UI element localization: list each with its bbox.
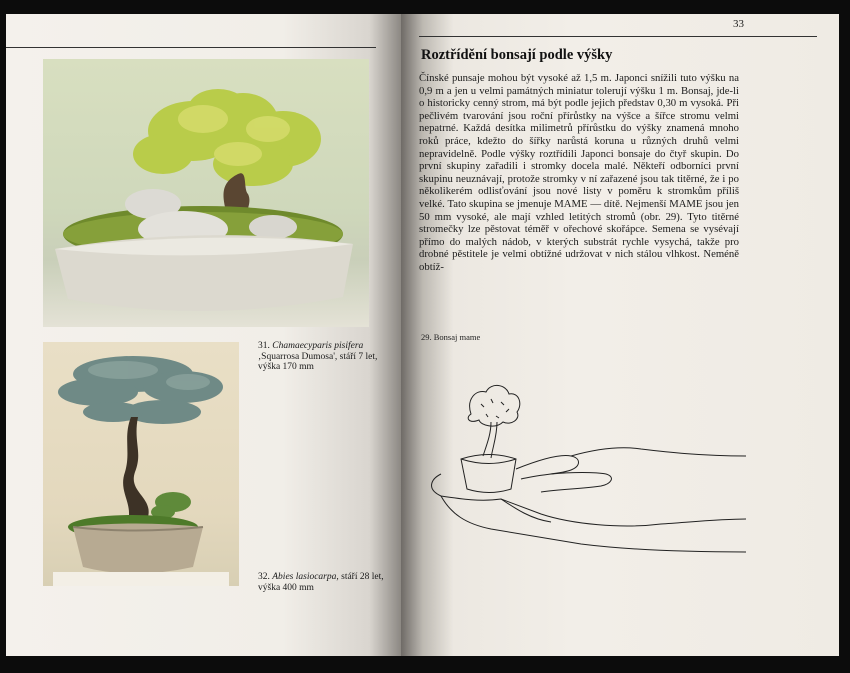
caption-photo-32 — [258, 572, 388, 593]
left-page — [6, 14, 401, 656]
header-rule — [6, 47, 376, 48]
section-title: Roztřídění bonsají podle výšky — [421, 47, 613, 63]
header-rule — [419, 36, 817, 37]
caption-species: Abies lasiocarpa, — [272, 572, 339, 582]
photo-abies-bonsai — [43, 342, 239, 586]
photo-chamaecyparis-bonsai — [43, 59, 369, 327]
hand-holding-bonsai-illustration — [421, 374, 751, 574]
caption-number: 31. — [258, 341, 270, 351]
caption-details: stáří 28 let, výška 400 mm — [258, 572, 384, 593]
figure-caption: 29. Bonsaj mame — [421, 332, 481, 342]
caption-number: 32. — [258, 572, 270, 582]
caption-photo-31 — [258, 341, 388, 373]
page-number: 33 — [733, 18, 744, 30]
caption-species: Chamaecyparis pisifera — [272, 341, 364, 351]
caption-details: ‚Squarrosa Dumosa', stáří 7 let, výška 170 mm — [258, 351, 378, 372]
body-text: Čínské punsaje mohou být vysoké až 1,5 m. Japonci snížili tuto výšku na 0,9 m a jen u velmi památných miniatur tolerují výšku 1 m. Bonsaj, jde-li o historicky cenný strom, má být podle jejich představ 0,30 m vysoká. Při pečlivém tvarování jsou roční přírůstky na výšce a šířce stromu velmi nepatrné. Každá desítka milimetrů přírůstku do výšky znamená mnoho roků práce, kdežto do šířky narůstá koruna u různých druhů velmi nepravidelně. Podle výšky roztřídili Japonci bonsaje do čtyř skupin. Do první skupiny zařadili i stromky docela malé. Někteří odborníci první skupinu neuznávají, protože stromky v ní zařazené jsou tak titěrné, že i po několikerém odlisťování jsou nové listy v poměru k stromkům příliš velké. Tato skupina se jmenuje MAME — dítě. Nejmenší MAME jsou jen 50 mm vysoké, ale mají vzhled letitých stromů (obr. 29). Tyto titěrné stromečky lze pěstovat téměř v ořechové skořápce. Semena se vysévají přímo do malých nádob, v kterých substrát rychle vysychá, takže pro drobné pěstitele je velmi obtížné udržovat v nich stálou vlhkost. Neméně obtíž- — [419, 72, 739, 273]
right-page — [401, 14, 839, 656]
